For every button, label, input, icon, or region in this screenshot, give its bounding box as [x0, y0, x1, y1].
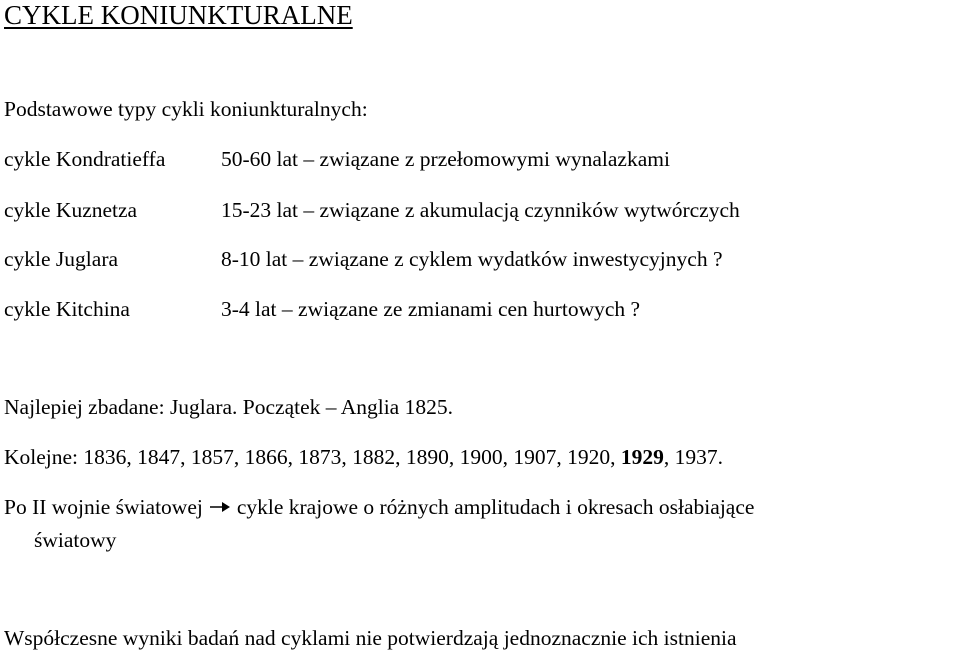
postwar-before-arrow: Po II wojnie światowej [4, 495, 203, 519]
cycle-name: cykle Juglara [4, 247, 119, 271]
postwar-line [4, 493, 754, 523]
conclusion-line: Współczesne wyniki badań nad cyklami nie potwierdzają jednoznacznie ich istnienia [4, 626, 737, 650]
cycle-description: 50-60 lat – związane z przełomowymi wynalazkami [221, 147, 670, 171]
cycle-description: 3-4 lat – związane ze zmianami cen hurtowych ? [221, 297, 641, 321]
cycle-description: 15-23 lat – związane z akumulacją czynników wytwórczych [221, 198, 740, 222]
sequence-prefix: Kolejne: 1836, 1847, 1857, 1866, 1873, 1882, 1890, 1900, 1907, 1920, [4, 445, 621, 469]
best-studied-line: Najlepiej zbadane: Juglara. Początek – Anglia 1825. [4, 395, 453, 419]
cycle-name: cykle Kondratieffa [4, 147, 166, 171]
sequence-highlight-year: 1929 [620, 445, 664, 469]
subtitle: Podstawowe typy cykli koniunkturalnych: [4, 97, 368, 121]
page-title: CYKLE KONIUNKTURALNE [4, 0, 353, 30]
cycle-name: cykle Kuznetza [4, 198, 138, 222]
postwar-after-arrow: cykle krajowe o różnych amplitudach i okresach osłabiające [236, 495, 755, 519]
sequence-suffix: , 1937. [663, 445, 724, 469]
cycle-description: 8-10 lat – związane z cyklem wydatków inwestycyjnych ? [221, 247, 723, 271]
postwar-continuation: światowy [34, 528, 117, 552]
cycle-name: cykle Kitchina [4, 297, 130, 321]
right-arrow-icon [209, 493, 231, 521]
sequence-line [4, 443, 723, 471]
